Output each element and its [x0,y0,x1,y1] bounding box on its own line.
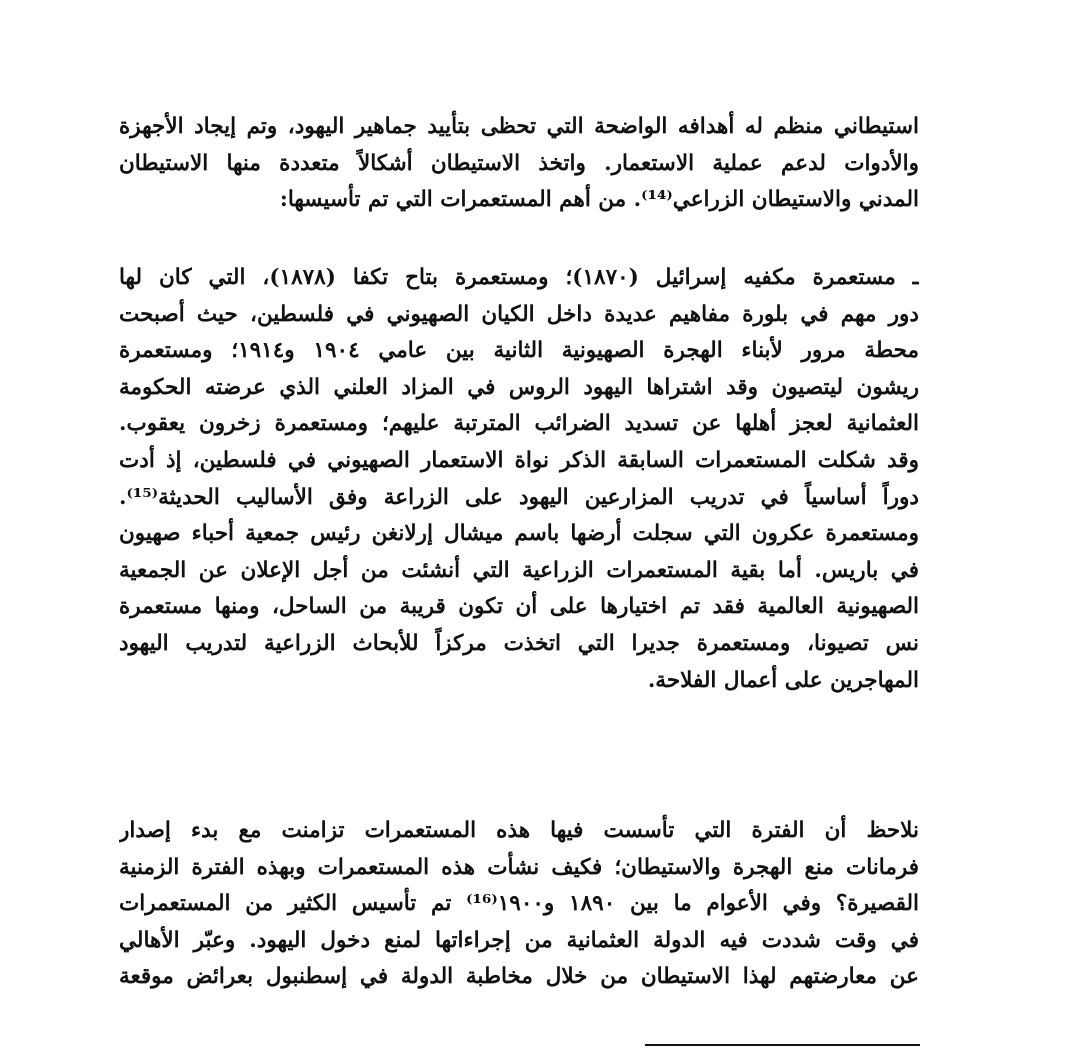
text-line: محطة مرور لأبناء الهجرة الصهيونية الثانية بين عامي ١٩٠٤ و١٩١٤؛ ومستعمرة [119,338,919,364]
text-line: في باريس. أما بقية المستعمرات الزراعية التي أنشئت من أجل الإعلان عن الجمعية [119,557,919,583]
paragraph-settlements-list [119,260,919,699]
text-line: وقد شكلت المستعمرات السابقة الذكر نواة الاستعمار الصهيوني في فلسطين، إذ أدت [119,447,919,473]
text-line: دور مهم في بلورة مفاهيم عديدة داخل الكيان الصهيوني في فلسطين، حيث أصبحت [119,301,919,327]
text-line: القصيرة؟ وفي الأعوام ما بين ١٨٩٠ و١٩٠٠⁽¹⁶⁾ تم تأسيس الكثير من المستعمرات [119,891,919,917]
text-line: في وقت شددت فيه الدولة العثمانية من إجراءاتها لمنع دخول اليهود. وعبّر الأهالي [119,927,919,953]
text-line: نلاحظ أن الفترة التي تأسست فيها هذه المستعمرات تزامنت مع بدء إصدار [119,818,919,843]
text-line: دوراً أساسياً في تدريب المزارعين اليهود على الزراعة وفق الأساليب الحديثة⁽¹⁵⁾. [119,484,919,510]
text-line: الصهيونية العالمية فقد تم اختيارها على أن تكون قريبة من الساحل، ومنها مستعمرة [119,594,919,620]
text-line: ريشون ليتصيون وقد اشتراها اليهود الروس في المزاد العلني الذي عرضته الحكومة [119,374,919,400]
text-line: استيطاني منظم له أهدافه الواضحة التي تحظى بتأييد جماهير اليهود، وتم إيجاد الأجهزة [119,114,919,139]
paragraph-intro [119,109,919,219]
text-line: ـ مستعمرة مكفيه إسرائيل (١٨٧٠)؛ ومستعمرة بتاح تكفا (١٨٧٨)، التي كان لها [119,265,919,290]
text-line: المدني والاستيطان الزراعي⁽¹⁴⁾. من أهم المستعمرات التي تم تأسيسها: [279,187,919,213]
text-line: نس تصيونا، ومستعمرة جديرا التي اتخذت مركزاً للأبحاث الزراعية لتدريب اليهود [119,630,919,656]
text-line: ومستعمرة عكرون التي سجلت أرضها باسم ميشال إرلانغن رئيس جمعية أحباء صهيون [119,521,919,547]
text-line: المهاجرين على أعمال الفلاحة. [647,667,919,693]
text-line: والأدوات لدعم عملية الاستعمار. واتخذ الاستيطان أشكالاً متعددة منها الاستيطان [119,150,919,176]
text-line: فرمانات منع الهجرة والاستيطان؛ فكيف نشأت هذه المستعمرات وبهذه الفترة الزمنية [119,854,919,880]
text-line: عن معارضتهم لهذا الاستيطان من خلال مخاطبة الدولة في إسطنبول بعرائض موقعة [119,964,919,990]
footnote-separator-rule [645,1044,920,1046]
text-line: العثمانية لعجز أهلها عن تسديد الضرائب المترتبة عليهم؛ ومستعمرة زخرون يعقوب. [119,411,919,437]
paragraph-observation [119,813,919,996]
